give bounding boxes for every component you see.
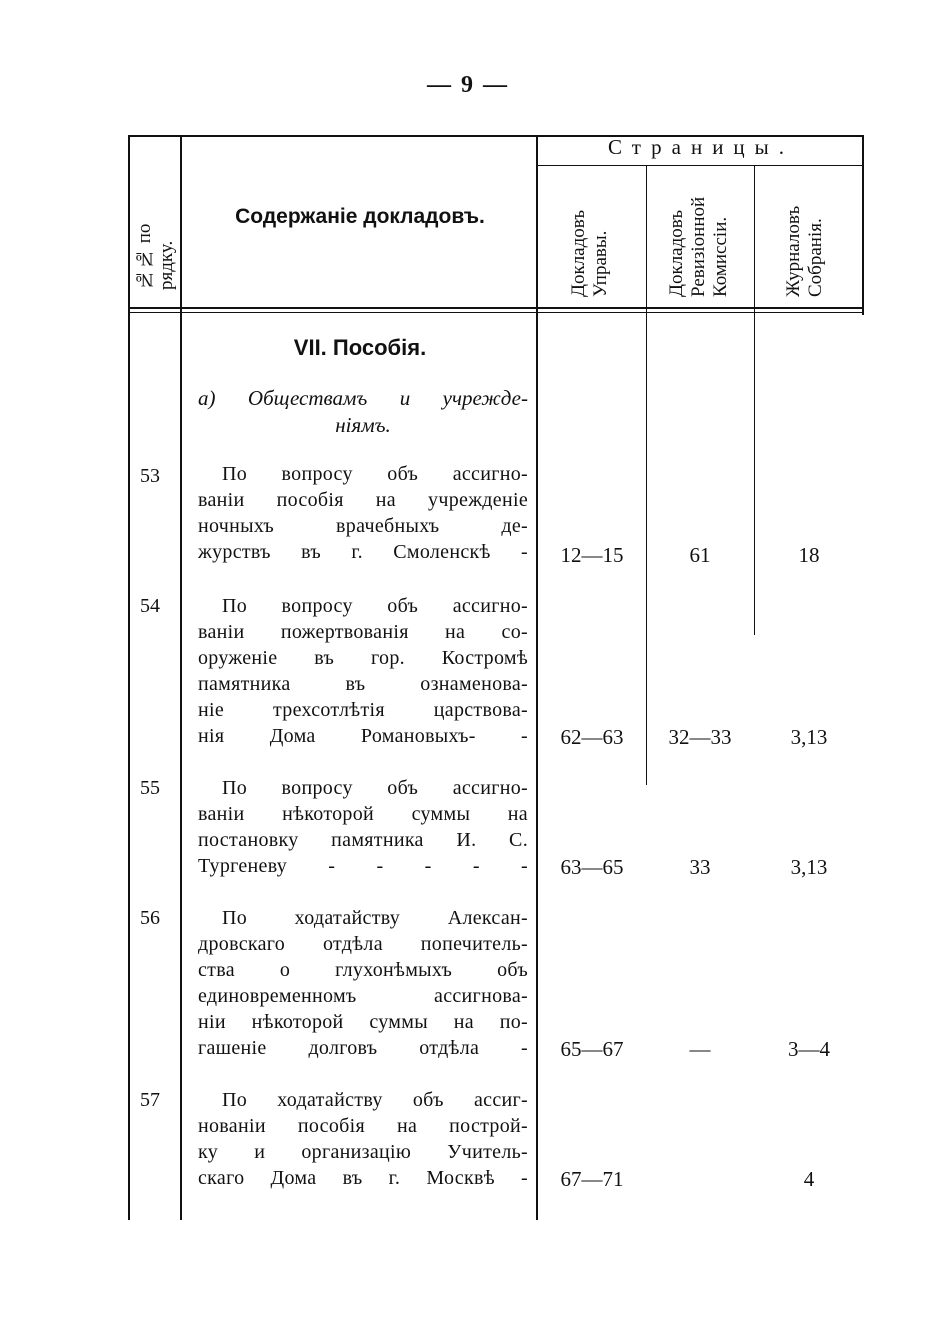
description-line: журствъ въ г. Смоленскѣ -	[198, 541, 528, 563]
subsection-line-1: а) Обществамъ и учрежде-	[198, 386, 528, 410]
row-number: 55	[140, 777, 160, 799]
journal-pages: 3,13	[790, 855, 828, 879]
subsection-line-2: ніямъ.	[335, 413, 391, 437]
description-line: Тургеневу - - - - -	[198, 855, 528, 877]
row-number: 56	[140, 907, 160, 929]
journal-col-header: Журналовъ Собранія.	[783, 205, 826, 297]
description-line: ночныхъ врачебныхъ де-	[198, 515, 528, 537]
description-line: ку и организацію Учитель-	[198, 1141, 528, 1163]
row-description	[198, 1087, 528, 1191]
description-line: ваніи пособія на учрежденіе	[198, 489, 528, 511]
revision-col-header: Докладовъ Ревизіонной Комиссіи.	[666, 196, 731, 297]
header-rule-2	[128, 312, 864, 313]
journal-pages: 18	[798, 543, 820, 567]
journal-pages: 4	[803, 1167, 815, 1191]
revision-pages: 61	[689, 543, 711, 567]
section-title: VII. Пособія.	[293, 335, 427, 360]
description-line: ніе трехсотлѣтія царствова-	[198, 699, 528, 721]
description-line: скаго Дома въ г. Москвѣ -	[198, 1167, 528, 1189]
row-number: 54	[140, 595, 160, 617]
description-line: По вопросу объ ассигно-	[222, 777, 528, 799]
uprava-pages: 63—65	[560, 855, 624, 879]
description-line: гашеніе долговъ отдѣла -	[198, 1037, 528, 1059]
description-line: нія Дома Романовыхъ- -	[198, 725, 528, 747]
uprava-col-divider	[646, 165, 647, 785]
uprava-col-header: Докладовъ Управы.	[568, 209, 611, 297]
description-line: ваніи нѣкоторой суммы на	[198, 803, 528, 825]
row-number: 57	[140, 1089, 160, 1111]
description-line: По вопросу объ ассигно-	[222, 463, 528, 485]
subsection-title	[198, 385, 528, 439]
header-rule-1	[128, 307, 864, 309]
description-line: По вопросу объ ассигно-	[222, 595, 528, 617]
left-border	[128, 135, 130, 1220]
description-line: оруженіе въ гор. Костромѣ	[198, 647, 528, 669]
page-number: — 9 —	[427, 72, 509, 98]
description-line: ства о глухонѣмыхъ объ	[198, 959, 528, 981]
row-description	[198, 461, 528, 565]
row-description	[198, 775, 528, 879]
description-line: постановку памятника И. С.	[198, 829, 528, 851]
contents-table	[128, 135, 864, 1220]
description-line: нованіи пособія на построй-	[198, 1115, 528, 1137]
uprava-pages: 67—71	[560, 1167, 624, 1191]
description-line: По ходатайству Алексан-	[222, 907, 528, 929]
revision-pages: 33	[689, 855, 711, 879]
num-col-divider	[180, 135, 182, 1220]
uprava-pages: 12—15	[560, 543, 624, 567]
uprava-pages: 65—67	[560, 1037, 624, 1061]
description-line: По ходатайству объ ассиг-	[222, 1089, 528, 1111]
description-line: памятника въ ознаменова-	[198, 673, 528, 695]
uprava-pages: 62—63	[560, 725, 624, 749]
pages-group-rule	[538, 165, 864, 166]
description-line: ніи нѣкоторой суммы на по-	[198, 1011, 528, 1033]
journal-pages: 3,13	[790, 725, 828, 749]
content-col-header: Содержаніе докладовъ.	[235, 205, 485, 228]
row-number: 53	[140, 465, 160, 487]
pages-group-header: Страницы.	[607, 135, 795, 159]
revision-pages: 32—33	[668, 725, 732, 749]
description-line: ваніи пожертвованія на со-	[198, 621, 528, 643]
num-col-header: №№ по рядку.	[134, 223, 177, 290]
journal-pages: 3—4	[788, 1037, 830, 1061]
description-line: единовременномъ ассигнова-	[198, 985, 528, 1007]
row-description	[198, 905, 528, 1061]
description-line: дровскаго отдѣла попечитель-	[198, 933, 528, 955]
row-description	[198, 593, 528, 749]
revision-pages: —	[689, 1037, 711, 1061]
right-border	[862, 135, 864, 315]
